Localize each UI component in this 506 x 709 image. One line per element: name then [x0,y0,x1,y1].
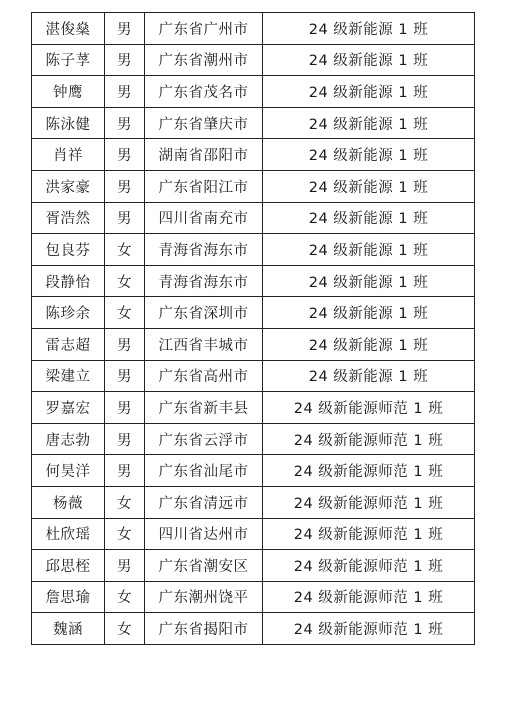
student-class-cell: 24 级新能源师范 1 班 [263,392,475,424]
student-gender-cell: 男 [105,328,145,360]
student-class-cell: 24 级新能源 1 班 [263,13,475,45]
student-class-cell: 24 级新能源 1 班 [263,360,475,392]
student-origin-cell: 广东省清远市 [145,486,263,518]
student-class-cell: 24 级新能源 1 班 [263,76,475,108]
student-origin-cell: 广东省揭阳市 [145,613,263,645]
table-row [32,518,475,550]
student-origin-cell: 广东省阳江市 [145,170,263,202]
student-origin-cell: 湖南省邵阳市 [145,139,263,171]
student-class-cell: 24 级新能源 1 班 [263,297,475,329]
student-class-cell: 24 级新能源 1 班 [263,170,475,202]
student-roster-table [31,12,475,645]
student-origin-cell: 广东省潮州市 [145,44,263,76]
student-gender-cell: 女 [105,486,145,518]
student-gender-cell: 男 [105,13,145,45]
table-row [32,265,475,297]
student-gender-cell: 男 [105,107,145,139]
table-row [32,13,475,45]
table-row [32,76,475,108]
student-origin-cell: 广东潮州饶平 [145,581,263,613]
roster-body [32,13,475,645]
table-row [32,170,475,202]
student-name-cell: 梁建立 [32,360,105,392]
student-gender-cell: 男 [105,44,145,76]
student-class-cell: 24 级新能源师范 1 班 [263,613,475,645]
student-gender-cell: 男 [105,423,145,455]
table-row [32,297,475,329]
student-class-cell: 24 级新能源 1 班 [263,202,475,234]
student-class-cell: 24 级新能源 1 班 [263,328,475,360]
student-origin-cell: 江西省丰城市 [145,328,263,360]
table-row [32,234,475,266]
student-gender-cell: 女 [105,613,145,645]
student-origin-cell: 广东省茂名市 [145,76,263,108]
table-row [32,423,475,455]
table-row [32,581,475,613]
student-name-cell: 胥浩然 [32,202,105,234]
table-row [32,328,475,360]
student-origin-cell: 广东省汕尾市 [145,455,263,487]
student-origin-cell: 四川省达州市 [145,518,263,550]
table-row [32,550,475,582]
student-class-cell: 24 级新能源师范 1 班 [263,550,475,582]
table-row [32,455,475,487]
table-row [32,202,475,234]
student-origin-cell: 广东省高州市 [145,360,263,392]
student-gender-cell: 男 [105,139,145,171]
student-gender-cell: 女 [105,265,145,297]
student-name-cell: 邱思桎 [32,550,105,582]
student-origin-cell: 广东省深圳市 [145,297,263,329]
student-gender-cell: 男 [105,360,145,392]
student-class-cell: 24 级新能源师范 1 班 [263,455,475,487]
student-gender-cell: 女 [105,234,145,266]
table-row [32,107,475,139]
student-origin-cell: 广东省肇庆市 [145,107,263,139]
table-row [32,613,475,645]
table-row [32,44,475,76]
table-row [32,360,475,392]
student-name-cell: 何昊洋 [32,455,105,487]
student-name-cell: 陈泳健 [32,107,105,139]
student-origin-cell: 广东省新丰县 [145,392,263,424]
student-gender-cell: 男 [105,550,145,582]
student-origin-cell: 青海省海东市 [145,265,263,297]
student-name-cell: 雷志超 [32,328,105,360]
student-gender-cell: 男 [105,76,145,108]
student-name-cell: 洪家豪 [32,170,105,202]
student-class-cell: 24 级新能源师范 1 班 [263,486,475,518]
table-row [32,139,475,171]
student-gender-cell: 男 [105,202,145,234]
student-name-cell: 包良芬 [32,234,105,266]
student-class-cell: 24 级新能源师范 1 班 [263,518,475,550]
table-row [32,486,475,518]
student-origin-cell: 广东省云浮市 [145,423,263,455]
student-origin-cell: 青海省海东市 [145,234,263,266]
student-gender-cell: 男 [105,170,145,202]
student-gender-cell: 女 [105,518,145,550]
student-gender-cell: 男 [105,392,145,424]
table-row [32,392,475,424]
student-name-cell: 魏涵 [32,613,105,645]
student-name-cell: 陈珍余 [32,297,105,329]
student-name-cell: 肖祥 [32,139,105,171]
student-name-cell: 陈子莩 [32,44,105,76]
student-class-cell: 24 级新能源 1 班 [263,265,475,297]
student-origin-cell: 四川省南充市 [145,202,263,234]
student-name-cell: 唐志勃 [32,423,105,455]
student-origin-cell: 广东省广州市 [145,13,263,45]
student-class-cell: 24 级新能源 1 班 [263,234,475,266]
student-name-cell: 杨薇 [32,486,105,518]
student-gender-cell: 女 [105,581,145,613]
student-name-cell: 钟鹰 [32,76,105,108]
student-name-cell: 段静怡 [32,265,105,297]
student-name-cell: 湛俊燊 [32,13,105,45]
student-gender-cell: 男 [105,455,145,487]
student-name-cell: 詹思瑜 [32,581,105,613]
student-class-cell: 24 级新能源 1 班 [263,44,475,76]
student-gender-cell: 女 [105,297,145,329]
student-class-cell: 24 级新能源 1 班 [263,139,475,171]
student-class-cell: 24 级新能源师范 1 班 [263,581,475,613]
student-name-cell: 罗嘉宏 [32,392,105,424]
student-origin-cell: 广东省潮安区 [145,550,263,582]
student-class-cell: 24 级新能源 1 班 [263,107,475,139]
student-name-cell: 杜欣瑶 [32,518,105,550]
student-class-cell: 24 级新能源师范 1 班 [263,423,475,455]
